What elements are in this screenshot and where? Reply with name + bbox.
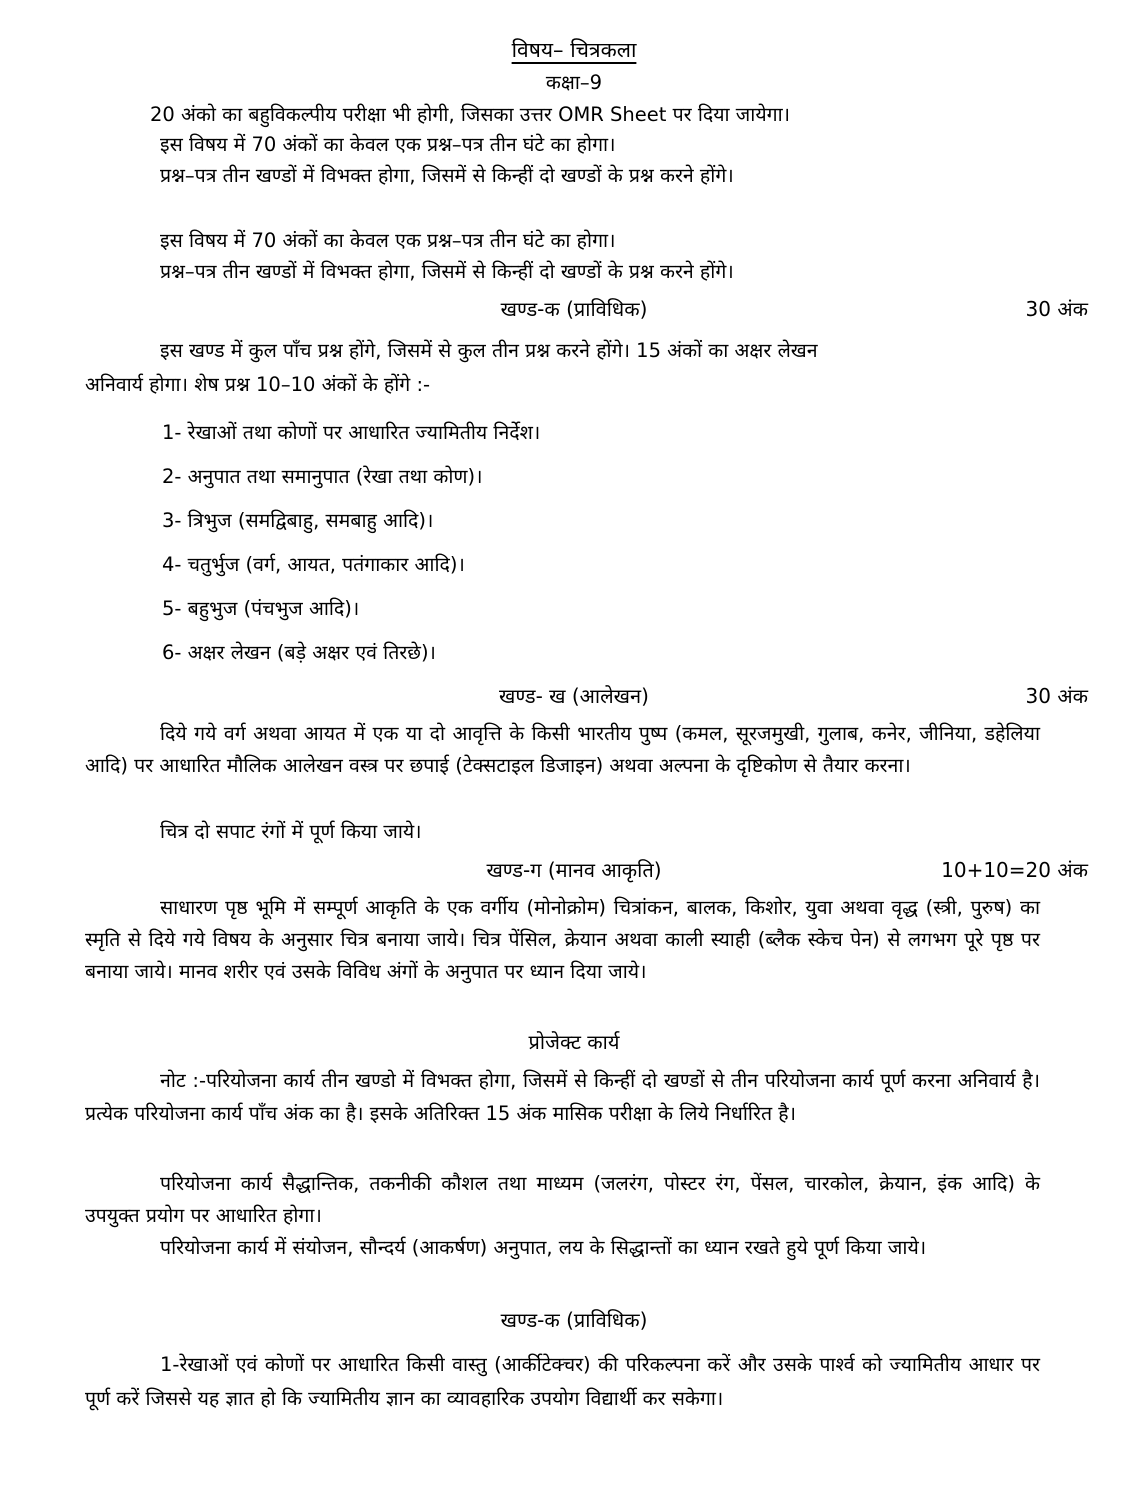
- section-ka-title: खण्ड-क (प्राविधिक): [500, 297, 648, 321]
- section-ka-item-3: 3- त्रिभुज (समद्विबाहु, समबाहु आदि)।: [162, 509, 434, 532]
- section-ka-item-4: 4- चतुर्भुज (वर्ग, आयत, पतंगाकार आदि)।: [162, 553, 465, 576]
- intro-line-3: प्रश्न–पत्र तीन खण्डों में विभक्त होगा, जिसमें से किन्हीं दो खण्डों के प्रश्न करने होंगे।: [160, 164, 734, 187]
- section-kha-paragraph: दिये गये वर्ग अथवा आयत में एक या दो आवृत्ति के किसी भारतीय पुष्प (कमल, सूरजमुखी, गुलाब, कनेर, जीनिया, डहेलिया आदि) पर आधारित मौलिक आलेखन वस्त्र पर छपाई (टेक्सटाइल डिजाइन) अथवा अल्पना के दृष्टिकोण से तैयार करना।: [85, 722, 1040, 777]
- project-ka-title: खण्ड-क (प्राविधिक): [500, 1308, 648, 1332]
- project-paragraph-2: परियोजना कार्य सैद्धान्तिक, तकनीकी कौशल तथा माध्यम (जलरंग, पोस्टर रंग, पेंसल, चारकोल, क्रेयान, इंक आदि) के उपयुक्त प्रयोग पर आधारित होगा।: [85, 1172, 1040, 1227]
- intro-line-5: प्रश्न–पत्र तीन खण्डों में विभक्त होगा, जिसमें से किन्हीं दो खण्डों के प्रश्न करने होंगे।: [160, 260, 734, 283]
- section-ka-item-1: 1- रेखाओं तथा कोणों पर आधारित ज्यामितीय निर्देश।: [162, 421, 541, 444]
- section-ka-para-line-2: अनिवार्य होगा। शेष प्रश्न 10–10 अंकों के होंगे :-: [85, 373, 431, 396]
- section-kha-title: खण्ड- ख (आलेखन): [499, 684, 649, 708]
- section-ka-item-5: 5- बहुभुज (पंचभुज आदि)।: [162, 597, 360, 620]
- section-kha-marks: 30 अंक: [1025, 684, 1088, 708]
- intro-line-4: इस विषय में 70 अंकों का केवल एक प्रश्न–पत्र तीन घंटे का होगा।: [160, 229, 616, 252]
- section-ka-marks: 30 अंक: [1025, 297, 1088, 321]
- class-title: कक्षा–9: [545, 71, 603, 94]
- subject-title: विषय– चित्रकला: [511, 38, 637, 62]
- project-ka-paragraph: 1-रेखाओं एवं कोणों पर आधारित किसी वास्तु (आर्कीटेक्चर) की परिकल्पना करें और उसके पार्श्व को ज्यामितीय आधार पर पूर्ण करें जिससे यह ज्ञात हो कि ज्यामितीय ज्ञान का व्यावहारिक उपयोग विद्यार्थी कर सकेगा।: [85, 1353, 1040, 1410]
- section-ka-item-2: 2- अनुपात तथा समानुपात (रेखा तथा कोण)।: [162, 465, 483, 488]
- project-note: नोट :-परियोजना कार्य तीन खण्डो में विभक्त होगा, जिसमें से किन्हीं दो खण्डों से तीन परियोजना कार्य पूर्ण करना अनिवार्य है। प्रत्येक परियोजना कार्य पाँच अंक का है। इसके अतिरिक्त 15 अंक मासिक परीक्षा के लिये निर्धारित है।: [85, 1069, 1040, 1125]
- section-ka-item-6: 6- अक्षर लेखन (बड़े अक्षर एवं तिरछे)।: [162, 641, 436, 664]
- section-kha-paragraph-2: चित्र दो सपाट रंगों में पूर्ण किया जाये।: [160, 820, 422, 843]
- section-ga-paragraph: साधारण पृष्ठ भूमि में सम्पूर्ण आकृति के एक वर्गीय (मोनोक्रोम) चित्रांकन, बालक, किशोर, युवा अथवा वृद्ध (स्त्री, पुरुष) का स्मृति से दिये गये विषय के अनुसार चित्र बनाया जाये। चित्र पेंसिल, क्रेयान अथवा काली स्याही (ब्लैक स्केच पेन) से लगभग पूरे पृष्ठ पर बनाया जाये। मानव शरीर एवं उसके विविध अंगों के अनुपात पर ध्यान दिया जाये।: [85, 896, 1040, 983]
- intro-line-1: 20 अंको का बहुविकल्पीय परीक्षा भी होगी, जिसका उत्तर OMR Sheet पर दिया जायेगा।: [150, 103, 791, 126]
- section-ka-para-line-1: इस खण्ड में कुल पाँच प्रश्न होंगे, जिसमें से कुल तीन प्रश्न करने होंगे। 15 अंकों का अक्षर लेखन: [160, 339, 818, 362]
- intro-line-2: इस विषय में 70 अंकों का केवल एक प्रश्न–पत्र तीन घंटे का होगा।: [160, 133, 616, 156]
- section-ga-marks: 10+10=20 अंक: [941, 858, 1088, 882]
- section-ga-title: खण्ड-ग (मानव आकृति): [486, 858, 662, 882]
- project-title: प्रोजेक्ट कार्य: [528, 1030, 620, 1054]
- project-paragraph-3: परियोजना कार्य में संयोजन, सौन्दर्य (आकर्षण) अनुपात, लय के सिद्धान्तों का ध्यान रखते हुये पूर्ण किया जाये।: [160, 1236, 927, 1259]
